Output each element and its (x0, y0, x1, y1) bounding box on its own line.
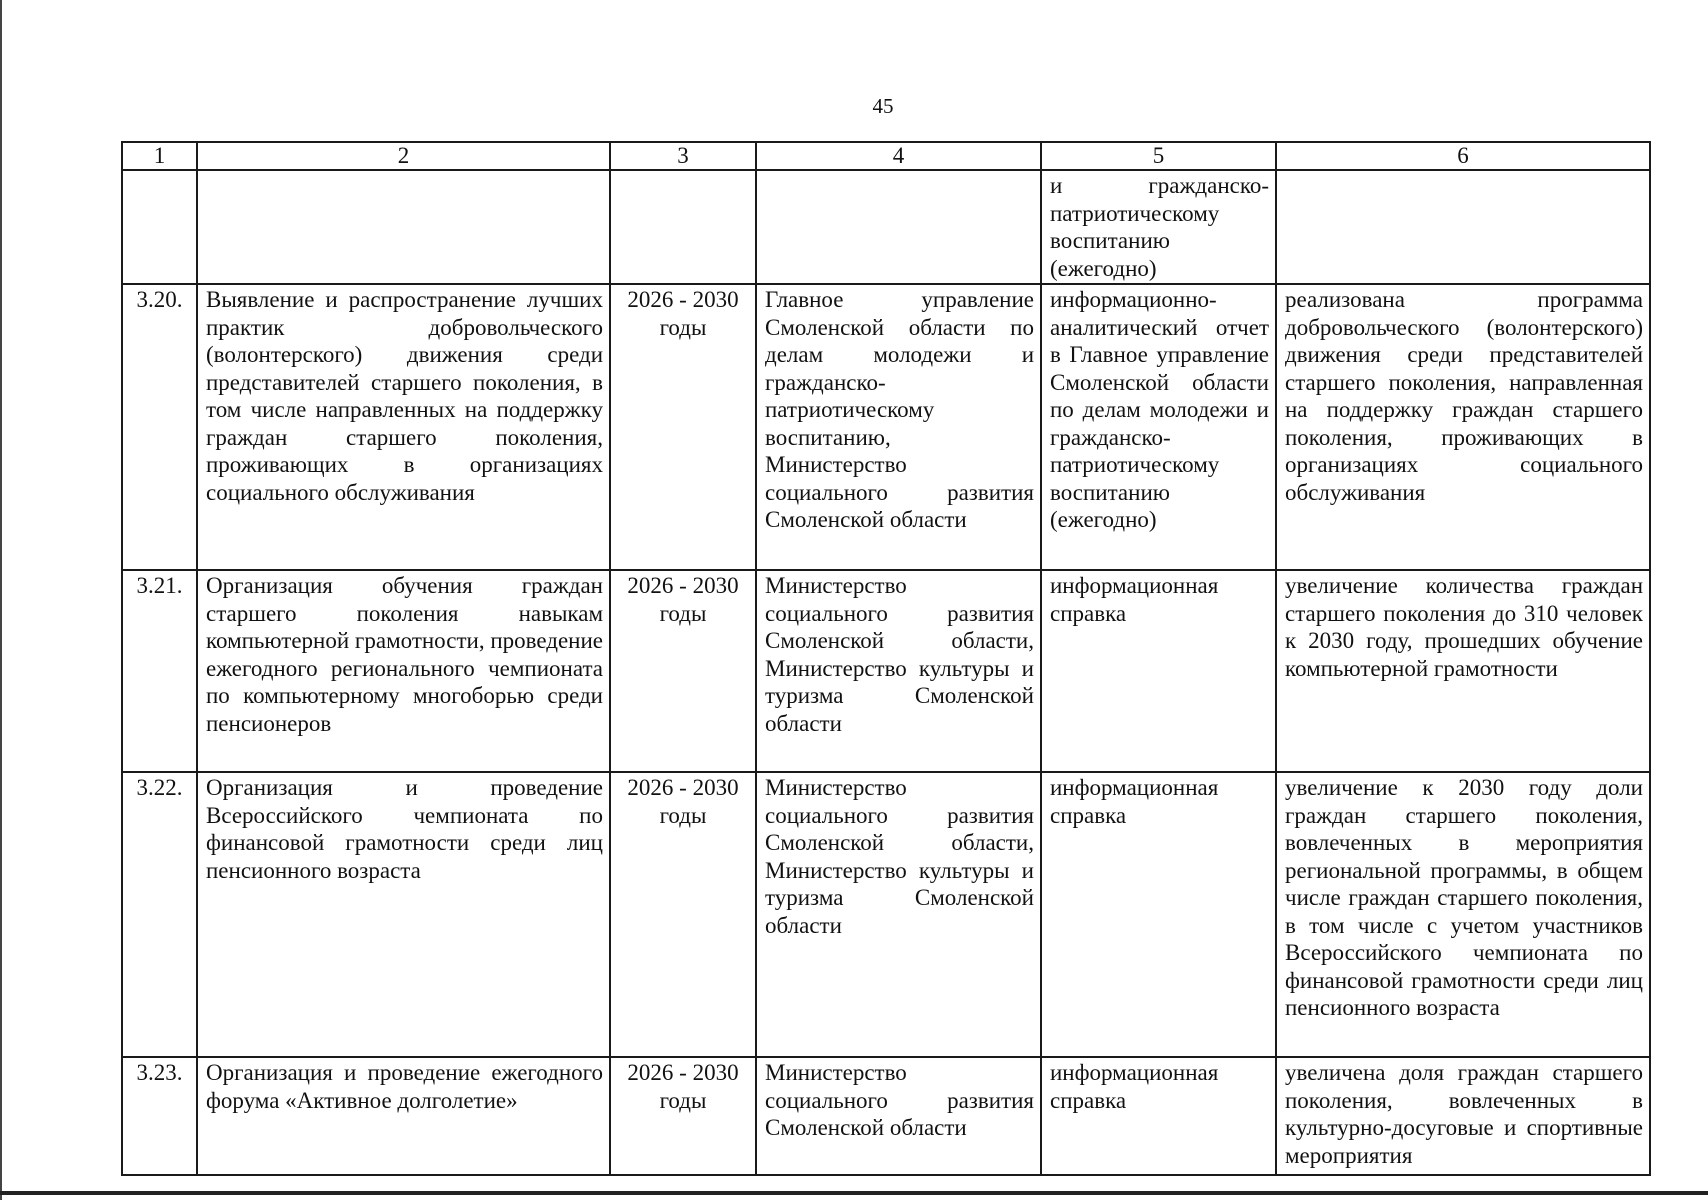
column-header: 1 (122, 142, 197, 170)
column-header: 5 (1041, 142, 1276, 170)
measure-cell: Организация обучения граждан старшего поколения навыкам компьютерной грамотности, проведение ежегодного регионального чемпионата по компьютерному многоборью среди пенсионеров (197, 570, 610, 772)
row-number: 3.20. (122, 284, 197, 570)
scan-edge-line (0, 0, 2, 1200)
measure-cell (197, 170, 610, 284)
result-cell: увеличена доля граждан старшего поколения, вовлеченных в культурно-досуговые и спортивные мероприятия (1276, 1057, 1650, 1175)
executor-cell: Министерство социального развития Смоленской области (756, 1057, 1041, 1175)
term-cell: 2026 - 2030 годы (610, 284, 756, 570)
measure-cell: Организация и проведение Всероссийского чемпионата по финансовой грамотности среди лиц пенсионного возраста (197, 772, 610, 1057)
term-cell (610, 170, 756, 284)
row-number (122, 170, 197, 284)
report-cell: и гражданско-патриотическому воспитанию (ежегодно) (1041, 170, 1276, 284)
term-cell: 2026 - 2030 годы (610, 772, 756, 1057)
table-row (122, 1057, 1650, 1175)
column-header: 4 (756, 142, 1041, 170)
result-cell: увеличение к 2030 году доли граждан старшего поколения, вовлеченных в мероприятия региональной программы, в общем числе граждан старшего поколения, в том числе с учетом участников Всероссийского чемпионата по финансовой грамотности среди лиц пенсионного возраста (1276, 772, 1650, 1057)
measures-table (121, 141, 1651, 1176)
measure-cell: Выявление и распространение лучших практик добровольческого (волонтерского) движения среди представителей старшего поколения, в том числе направленных на поддержку граждан старшего поколения, проживающих в организациях социального обслуживания (197, 284, 610, 570)
table-row (122, 170, 1650, 284)
column-header: 2 (197, 142, 610, 170)
executor-cell: Министерство социального развития Смоленской области, Министерство культуры и туризма Смоленской области (756, 570, 1041, 772)
table-row (122, 570, 1650, 772)
report-cell: информационная справка (1041, 570, 1276, 772)
table-row (122, 772, 1650, 1057)
row-number: 3.22. (122, 772, 197, 1057)
executor-cell: Министерство социального развития Смоленской области, Министерство культуры и туризма Смоленской области (756, 772, 1041, 1057)
result-cell (1276, 170, 1650, 284)
report-cell: информационная справка (1041, 1057, 1276, 1175)
result-cell: реализована программа добровольческого (волонтерского) движения среди представителей старшего поколения, направленная на поддержку граждан старшего поколения, проживающих в организациях социального обслуживания (1276, 284, 1650, 570)
row-number: 3.23. (122, 1057, 197, 1175)
measure-cell: Организация и проведение ежегодного форума «Активное долголетие» (197, 1057, 610, 1175)
page-bottom-edge (0, 1191, 1708, 1195)
executor-cell: Главное управление Смоленской области по делам молодежи и гражданско-патриотическому воспитанию, Министерство социального развития Смоленской области (756, 284, 1041, 570)
page-number: 45 (872, 94, 894, 118)
column-header: 6 (1276, 142, 1650, 170)
report-cell: информационно-аналитический отчет в Главное управление Смоленской области по делам молодежи и гражданско-патриотическому воспитанию (ежегодно) (1041, 284, 1276, 570)
result-cell: увеличение количества граждан старшего поколения до 310 человек к 2030 году, прошедших обучение компьютерной грамотности (1276, 570, 1650, 772)
row-number: 3.21. (122, 570, 197, 772)
table-row (122, 284, 1650, 570)
column-numbers-row (122, 142, 1650, 170)
term-cell: 2026 - 2030 годы (610, 570, 756, 772)
term-cell: 2026 - 2030 годы (610, 1057, 756, 1175)
column-header: 3 (610, 142, 756, 170)
report-cell: информационная справка (1041, 772, 1276, 1057)
executor-cell (756, 170, 1041, 284)
